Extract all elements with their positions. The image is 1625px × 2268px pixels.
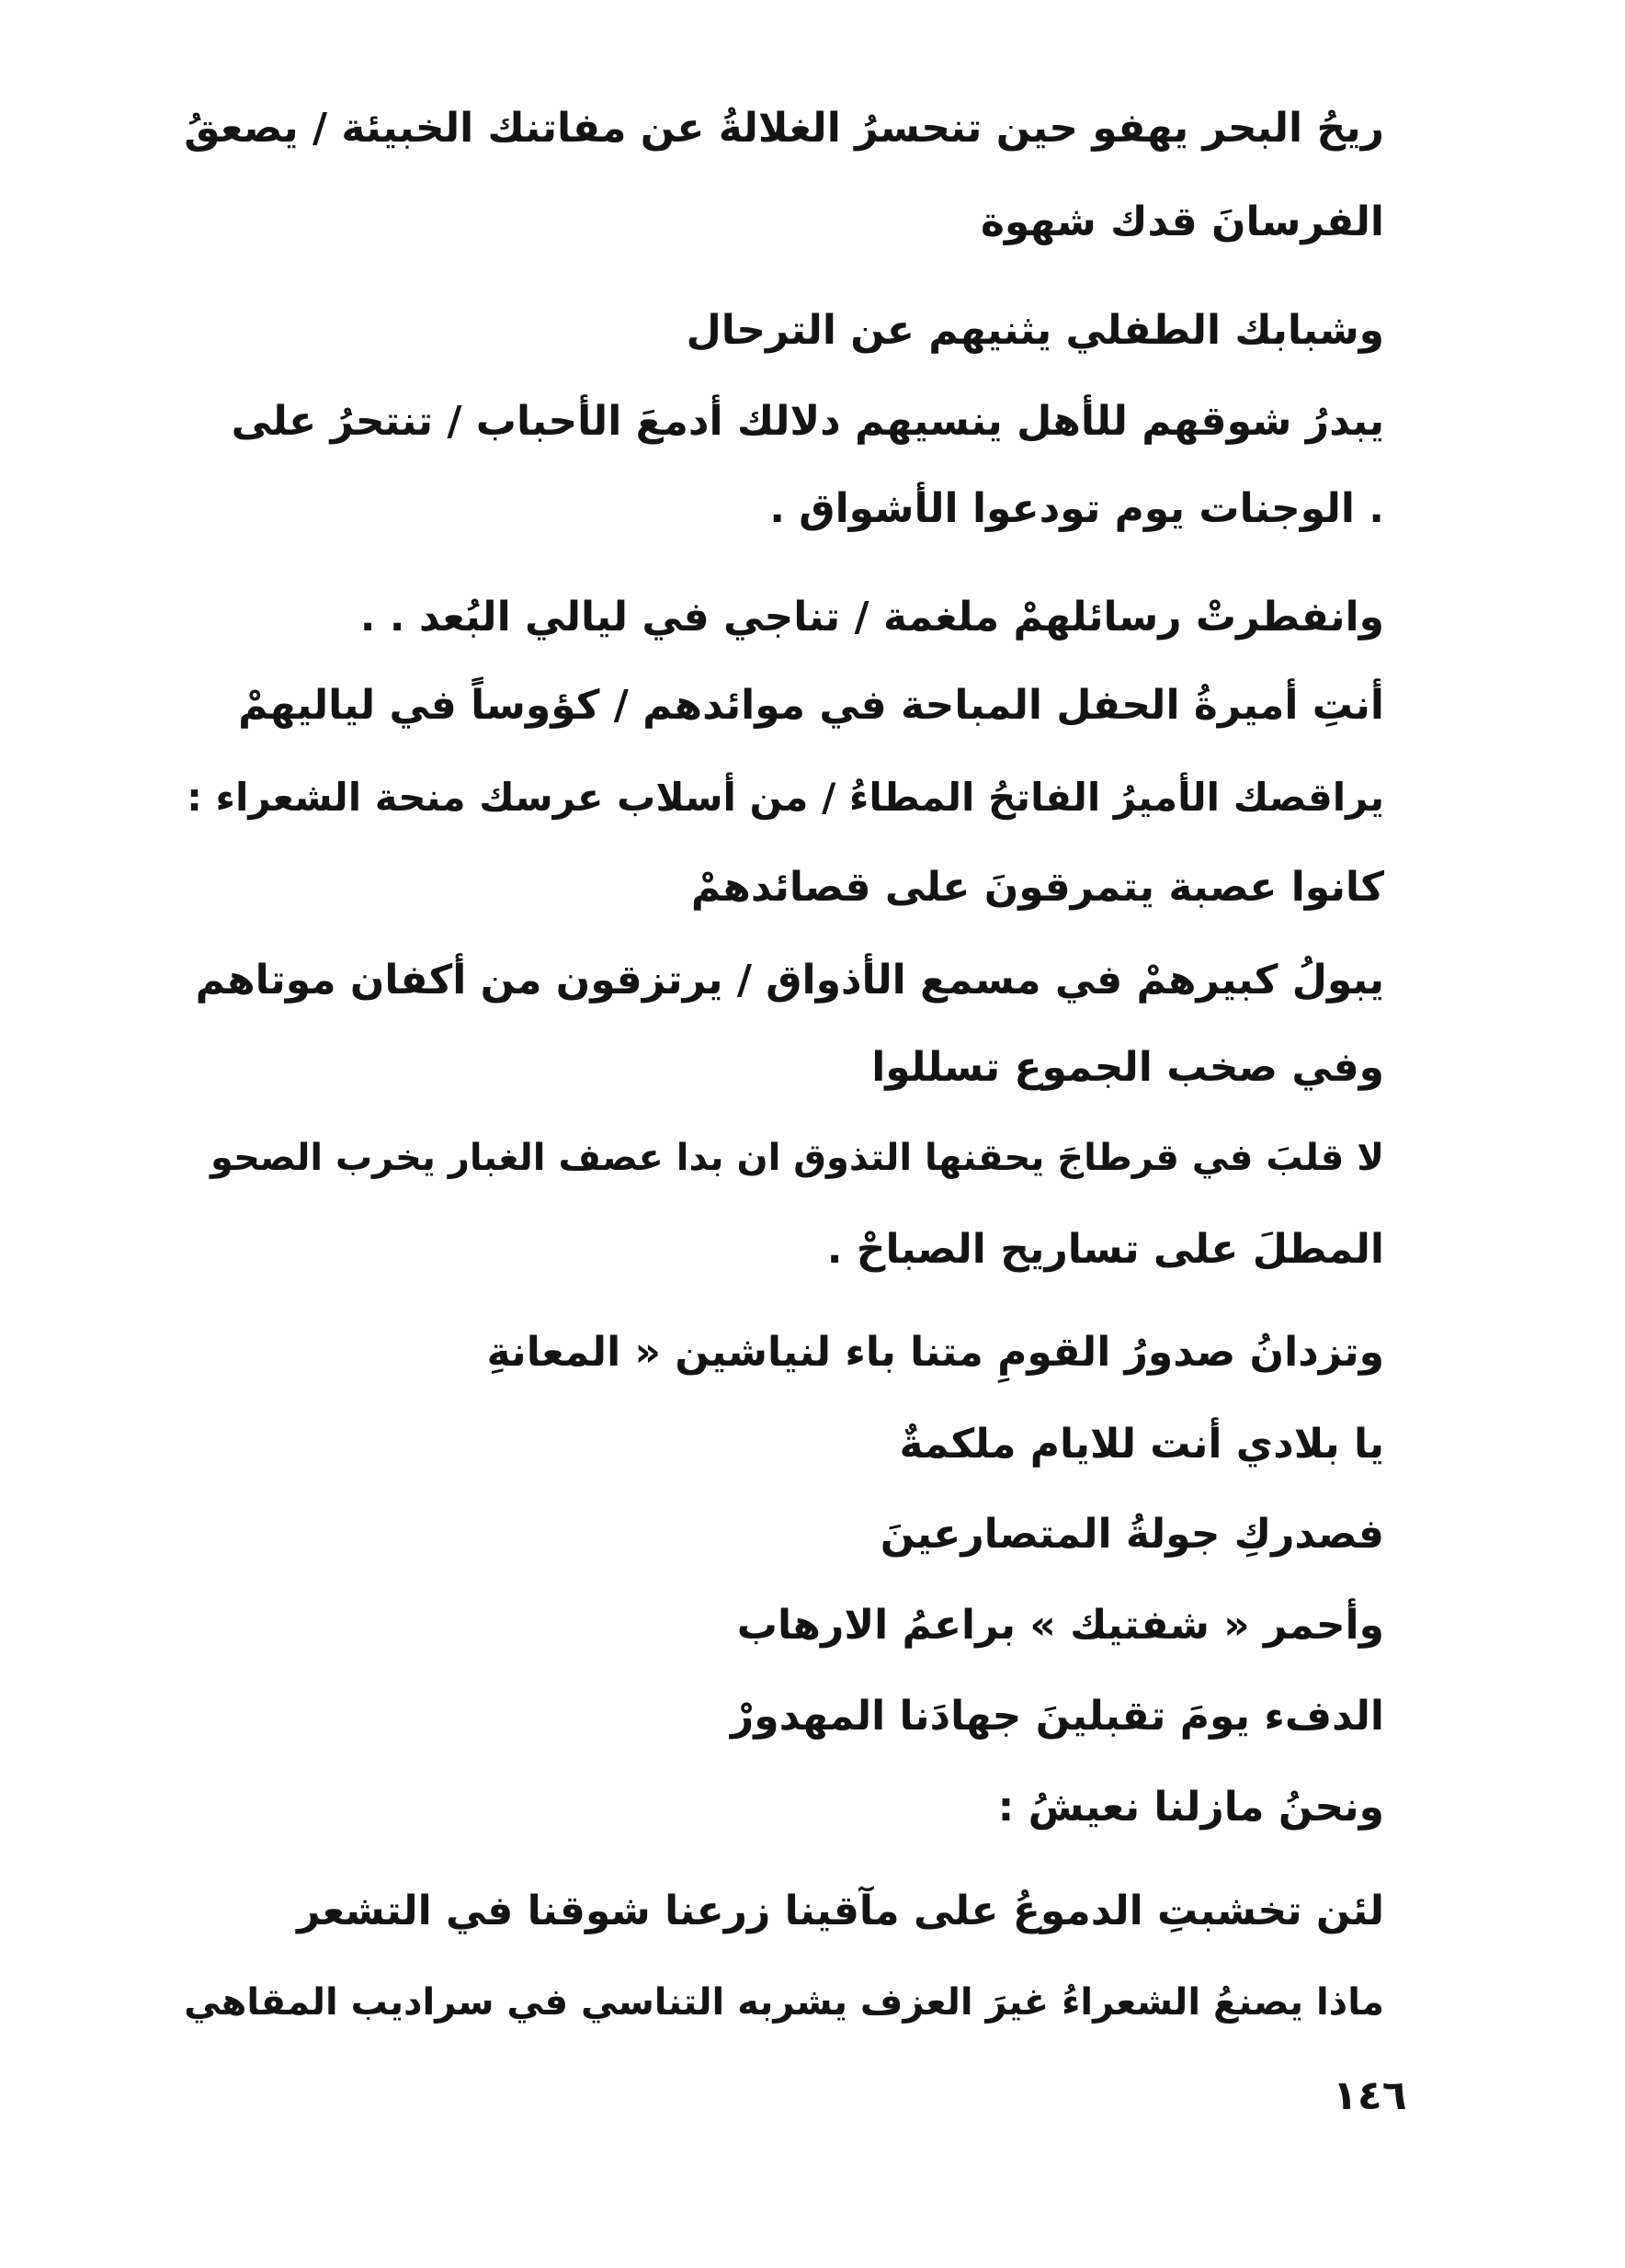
poem-line-8: يراقصك الأميرُ الفاتحُ المطاءُ / من أسلاب عرسك منحة الشعراء :: [187, 775, 1384, 820]
poem-line-19: ونحنُ مازلنا نعيشُ :: [997, 1784, 1384, 1831]
poem-line-17: وأحمر « شفتيك » براعمُ الارهاب: [736, 1602, 1384, 1649]
poem-line-7: أنتِ أميرةُ الحفل المباحة في موائدهم / كؤوساً في لياليهمْ: [238, 682, 1384, 729]
poem-line-18: الدفء يومَ تقبلينَ جهادَنا المهدورْ: [730, 1693, 1384, 1740]
poem-line-11: وفي صخب الجموع تسللوا: [871, 1044, 1384, 1091]
poem-line-10: يبولُ كبيرهمْ في مسمع الأذواق / يرتزقون من أكفان موتاهم: [195, 957, 1384, 1004]
poem-line-14: وتزدانُ صدورُ القومِ متنا باء لنياشين « المعانةِ: [486, 1329, 1384, 1376]
poem-line-15: يا بلادي أنت للايام ملكمةٌ: [899, 1421, 1384, 1468]
poem-line-16: فصدركِ جولةُ المتصارعينَ: [880, 1511, 1384, 1558]
poem-line-12: لا قلبَ في قرطاجَ يحقنها التذوق ان بدا عصف الغبار يخرب الصحو: [210, 1137, 1384, 1179]
page-number: ١٤٦: [1333, 2072, 1407, 2119]
poem-line-21: ماذا يصنعُ الشعراءُ غيرَ العزف يشربه التناسي في سراديب المقاهي: [184, 1981, 1384, 2024]
poem-line-2: الفرسانَ قدك شهوة: [980, 198, 1384, 245]
poem-line-6: وانفطرتْ رسائلهمْ ملغمة / تناجي في ليالي البُعد . .: [359, 594, 1384, 641]
poem-line-4: يبدرُ شوقهم للأهل ينسيهم دلالك أدمعَ الأحباب / تنتحرُ على: [231, 398, 1384, 445]
poem-line-3: وشبابك الطفلي يثنيهم عن الترحال: [686, 307, 1384, 354]
poem-line-1: ريحُ البحر يهفو حين تنحسرُ الغلالةُ عن مفاتنك الخبيئة / يصعقُ: [184, 105, 1384, 152]
poem-line-9: كانوا عصبة يتمرقونَ على قصائدهمْ: [690, 864, 1384, 911]
poem-line-20: لئن تخشبتِ الدموعُ على مآقينا زرعنا شوقنا في التشعر: [297, 1888, 1384, 1934]
poem-line-5: . الوجنات يوم تودعوا الأشواق .: [769, 485, 1384, 532]
poem-line-13: المطلَ على تساريح الصباحْ .: [826, 1226, 1384, 1273]
